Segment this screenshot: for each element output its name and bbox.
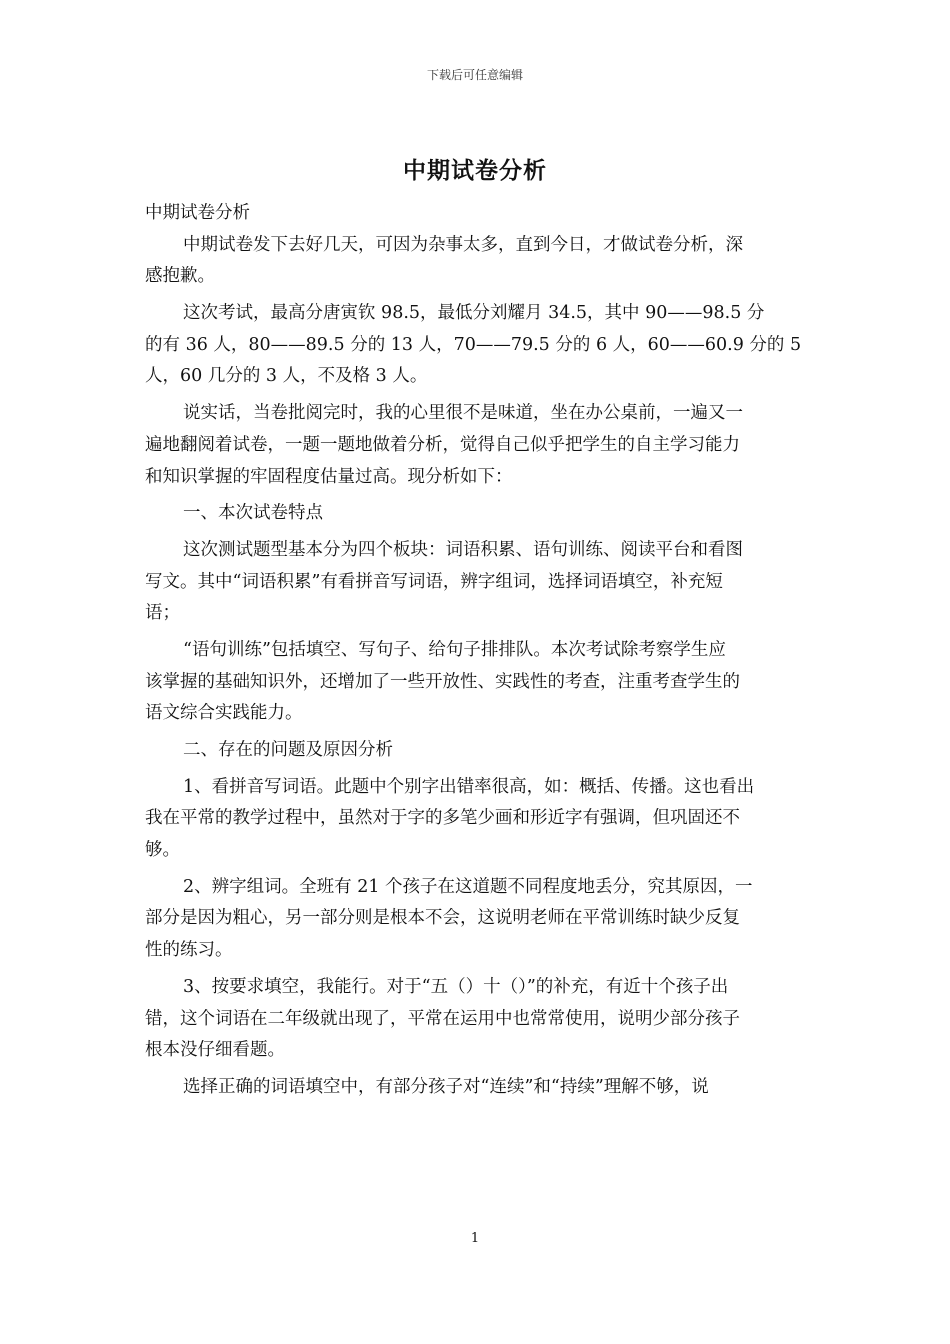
paragraph-line: 人，60 几分的 3 人，不及格 3 人。: [145, 366, 428, 387]
page-number: 1: [470, 1231, 480, 1246]
paragraph-line: 中期试卷发下去好几天，可因为杂事太多，直到今日，才做试卷分析，深: [183, 234, 743, 255]
paragraph-line: 说实话，当卷批阅完时，我的心里很不是味道，坐在办公桌前，一遍又一: [183, 403, 743, 424]
paragraph-line: 感抱歉。: [145, 266, 215, 287]
paragraph-line: 2、辨字组词。全班有 21 个孩子在这道题不同程度地丢分，究其原因，一: [183, 876, 753, 897]
paragraph-line: 部分是因为粗心，另一部分则是根本不会，这说明老师在平常训练时缺少反复: [145, 908, 740, 929]
paragraph-line: 够。: [145, 840, 180, 861]
paragraph-line: “语句训练”包括填空、写句子、给句子排排队。本次考试除考察学生应: [183, 639, 726, 660]
paragraph-line: 和知识掌握的牢固程度估量过高。现分析如下：: [145, 466, 513, 487]
paragraph-line: 该掌握的基础知识外，还增加了一些开放性、实践性的考查，注重考查学生的: [145, 671, 740, 692]
section-heading: 一、本次试卷特点: [183, 503, 323, 524]
document-title: 中期试卷分析: [403, 157, 547, 184]
paragraph-line: 1、看拼音写词语。此题中个别字出错率很高，如：概括、传播。这也看出: [183, 776, 755, 797]
paragraph-line: 这次测试题型基本分为四个板块：词语积累、语句训练、阅读平台和看图: [183, 539, 743, 560]
document-body: [145, 198, 807, 1104]
subtitle: 中期试卷分析: [145, 203, 250, 223]
paragraph-line: 语；: [145, 603, 180, 624]
paragraph-line: 选择正确的词语填空中，有部分孩子对“连续”和“持续”理解不够，说: [183, 1076, 709, 1097]
paragraph-line: 性的练习。: [145, 940, 233, 961]
paragraph-line: 语文综合实践能力。: [145, 703, 303, 724]
paragraph-line: 我在平常的教学过程中，虽然对于字的多笔少画和形近字有强调，但巩固还不: [145, 808, 740, 829]
header-note: 下载后可任意编辑: [426, 68, 523, 82]
paragraph-line: 错，这个词语在二年级就出现了，平常在运用中也常常使用，说明少部分孩子: [145, 1008, 740, 1029]
paragraph-line: 遍地翻阅着试卷，一题一题地做着分析，觉得自己似乎把学生的自主学习能力: [145, 434, 740, 455]
section-heading: 二、存在的问题及原因分析: [183, 740, 393, 760]
paragraph-line: 的有 36 人，80——89.5 分的 13 人，70——79.5 分的 6 人，60——60.9 分的 5: [145, 334, 802, 355]
paragraph-line: 根本没仔细看题。: [145, 1040, 285, 1061]
paragraph-line: 3、按要求填空，我能行。对于“五（）十（）”的补充，有近十个孩子出: [183, 976, 729, 997]
paragraph-line: 写文。其中“词语积累”有看拼音写词语，辨字组词，选择词语填空，补充短: [145, 571, 723, 592]
paragraph-line: 这次考试，最高分唐寅钦 98.5，最低分刘耀月 34.5，其中 90——98.5 分: [183, 303, 765, 324]
